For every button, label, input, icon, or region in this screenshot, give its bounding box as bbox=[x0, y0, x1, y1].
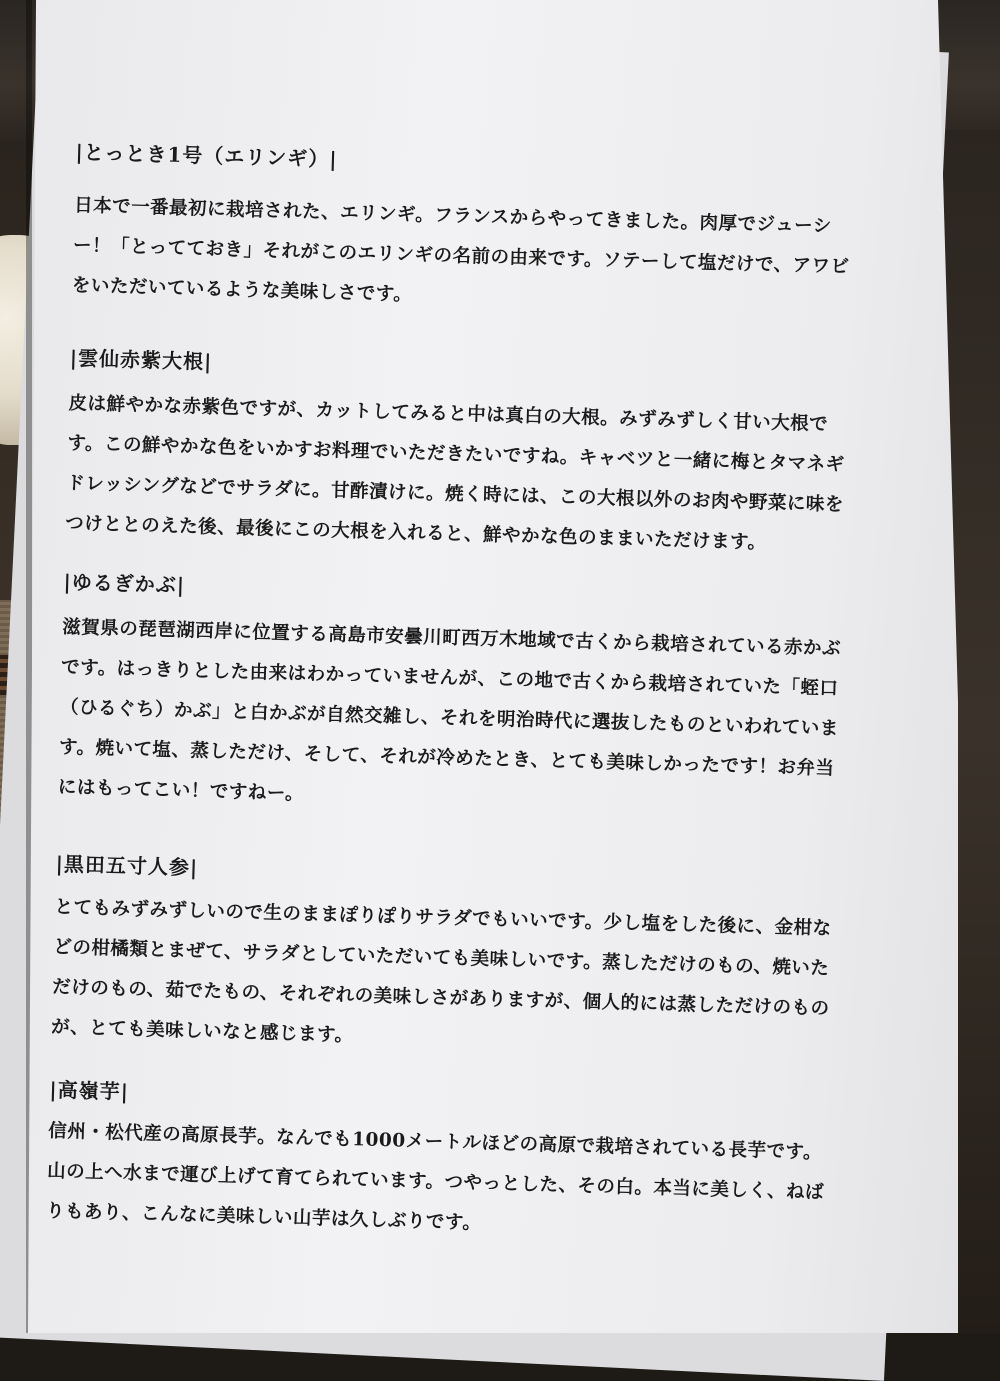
section-eringi bbox=[71, 138, 855, 328]
document-content bbox=[45, 138, 855, 1253]
section-heading: |黒田五寸人参| bbox=[55, 851, 199, 880]
section-body: とてもみずみずしいので生のままぽりぽりサラダでもいいです。少し塩をした後に、金柑などの柑橘類とまぜて、サラダとしていただいても美味しいです。蒸しただけのもの、焼いただけのもの、茹でたもの、それぞれの美味しさがありますが、個人的には蒸しただけのものが、とても美味しいなと感じます。 bbox=[50, 896, 832, 1047]
section-yurugi-kabu bbox=[57, 568, 843, 830]
section-body: 滋賀県の琵琶湖西岸に位置する高島市安曇川町西万木地域で古くから栽培されている赤かぶです。はっきりとした由来はわかっていませんが、この地で古くから栽培されていた「蛭口（ひるぐち）かぶ」と白かぶが自然交雑し、それを明治時代に選抜したものといわれています。焼いて塩、蒸しただけ、そして、それが冷めたとき、とても美味しかったです！お弁当にはもってこい！ですねー。 bbox=[57, 616, 842, 805]
section-heading: |高嶺芋| bbox=[49, 1077, 130, 1104]
section-kuroda-ninjin bbox=[51, 850, 836, 1070]
section-heading: |雲仙赤紫大根| bbox=[69, 345, 213, 374]
section-body: 皮は鮮やかな赤紫色ですが、カットしてみると中は真白の大根。みずみずしく甘い大根です。この鮮やかな色をいかすお料理でいただきたいですね。キャベツと一緒に梅とタマネギドレッシングなどでサラダに。甘酢漬けに。焼く時には、この大根以外のお肉や野菜に味をつけととのえた後、最後にこの大根を入れると、鮮やかな色のままいただけます。 bbox=[64, 392, 845, 554]
section-heading: |ゆるぎかぶ| bbox=[63, 569, 186, 598]
section-body: 日本で一番最初に栽培された、エリンギ。フランスからやってきました。肉厚でジューシー！「とってておき」それがこのエリンギの名前の由来です。ソテーして塩だけで、アワビをいただいているような美味しさです。 bbox=[71, 194, 850, 306]
section-unzen-daikon bbox=[65, 344, 850, 566]
section-takane-imo bbox=[45, 1076, 829, 1254]
section-heading: |とっとき1号（エリンギ）| bbox=[75, 139, 338, 172]
section-body: 信州・松代産の高原長芋。なんでも1000メートルほどの高原で栽培されている長芋です。山の上へ水まで運び上げて育てられています。つやっとした、その白。本当に美しく、ねばりもあり、こんなに美味しい山芋は久しぶりです。 bbox=[45, 1120, 825, 1234]
